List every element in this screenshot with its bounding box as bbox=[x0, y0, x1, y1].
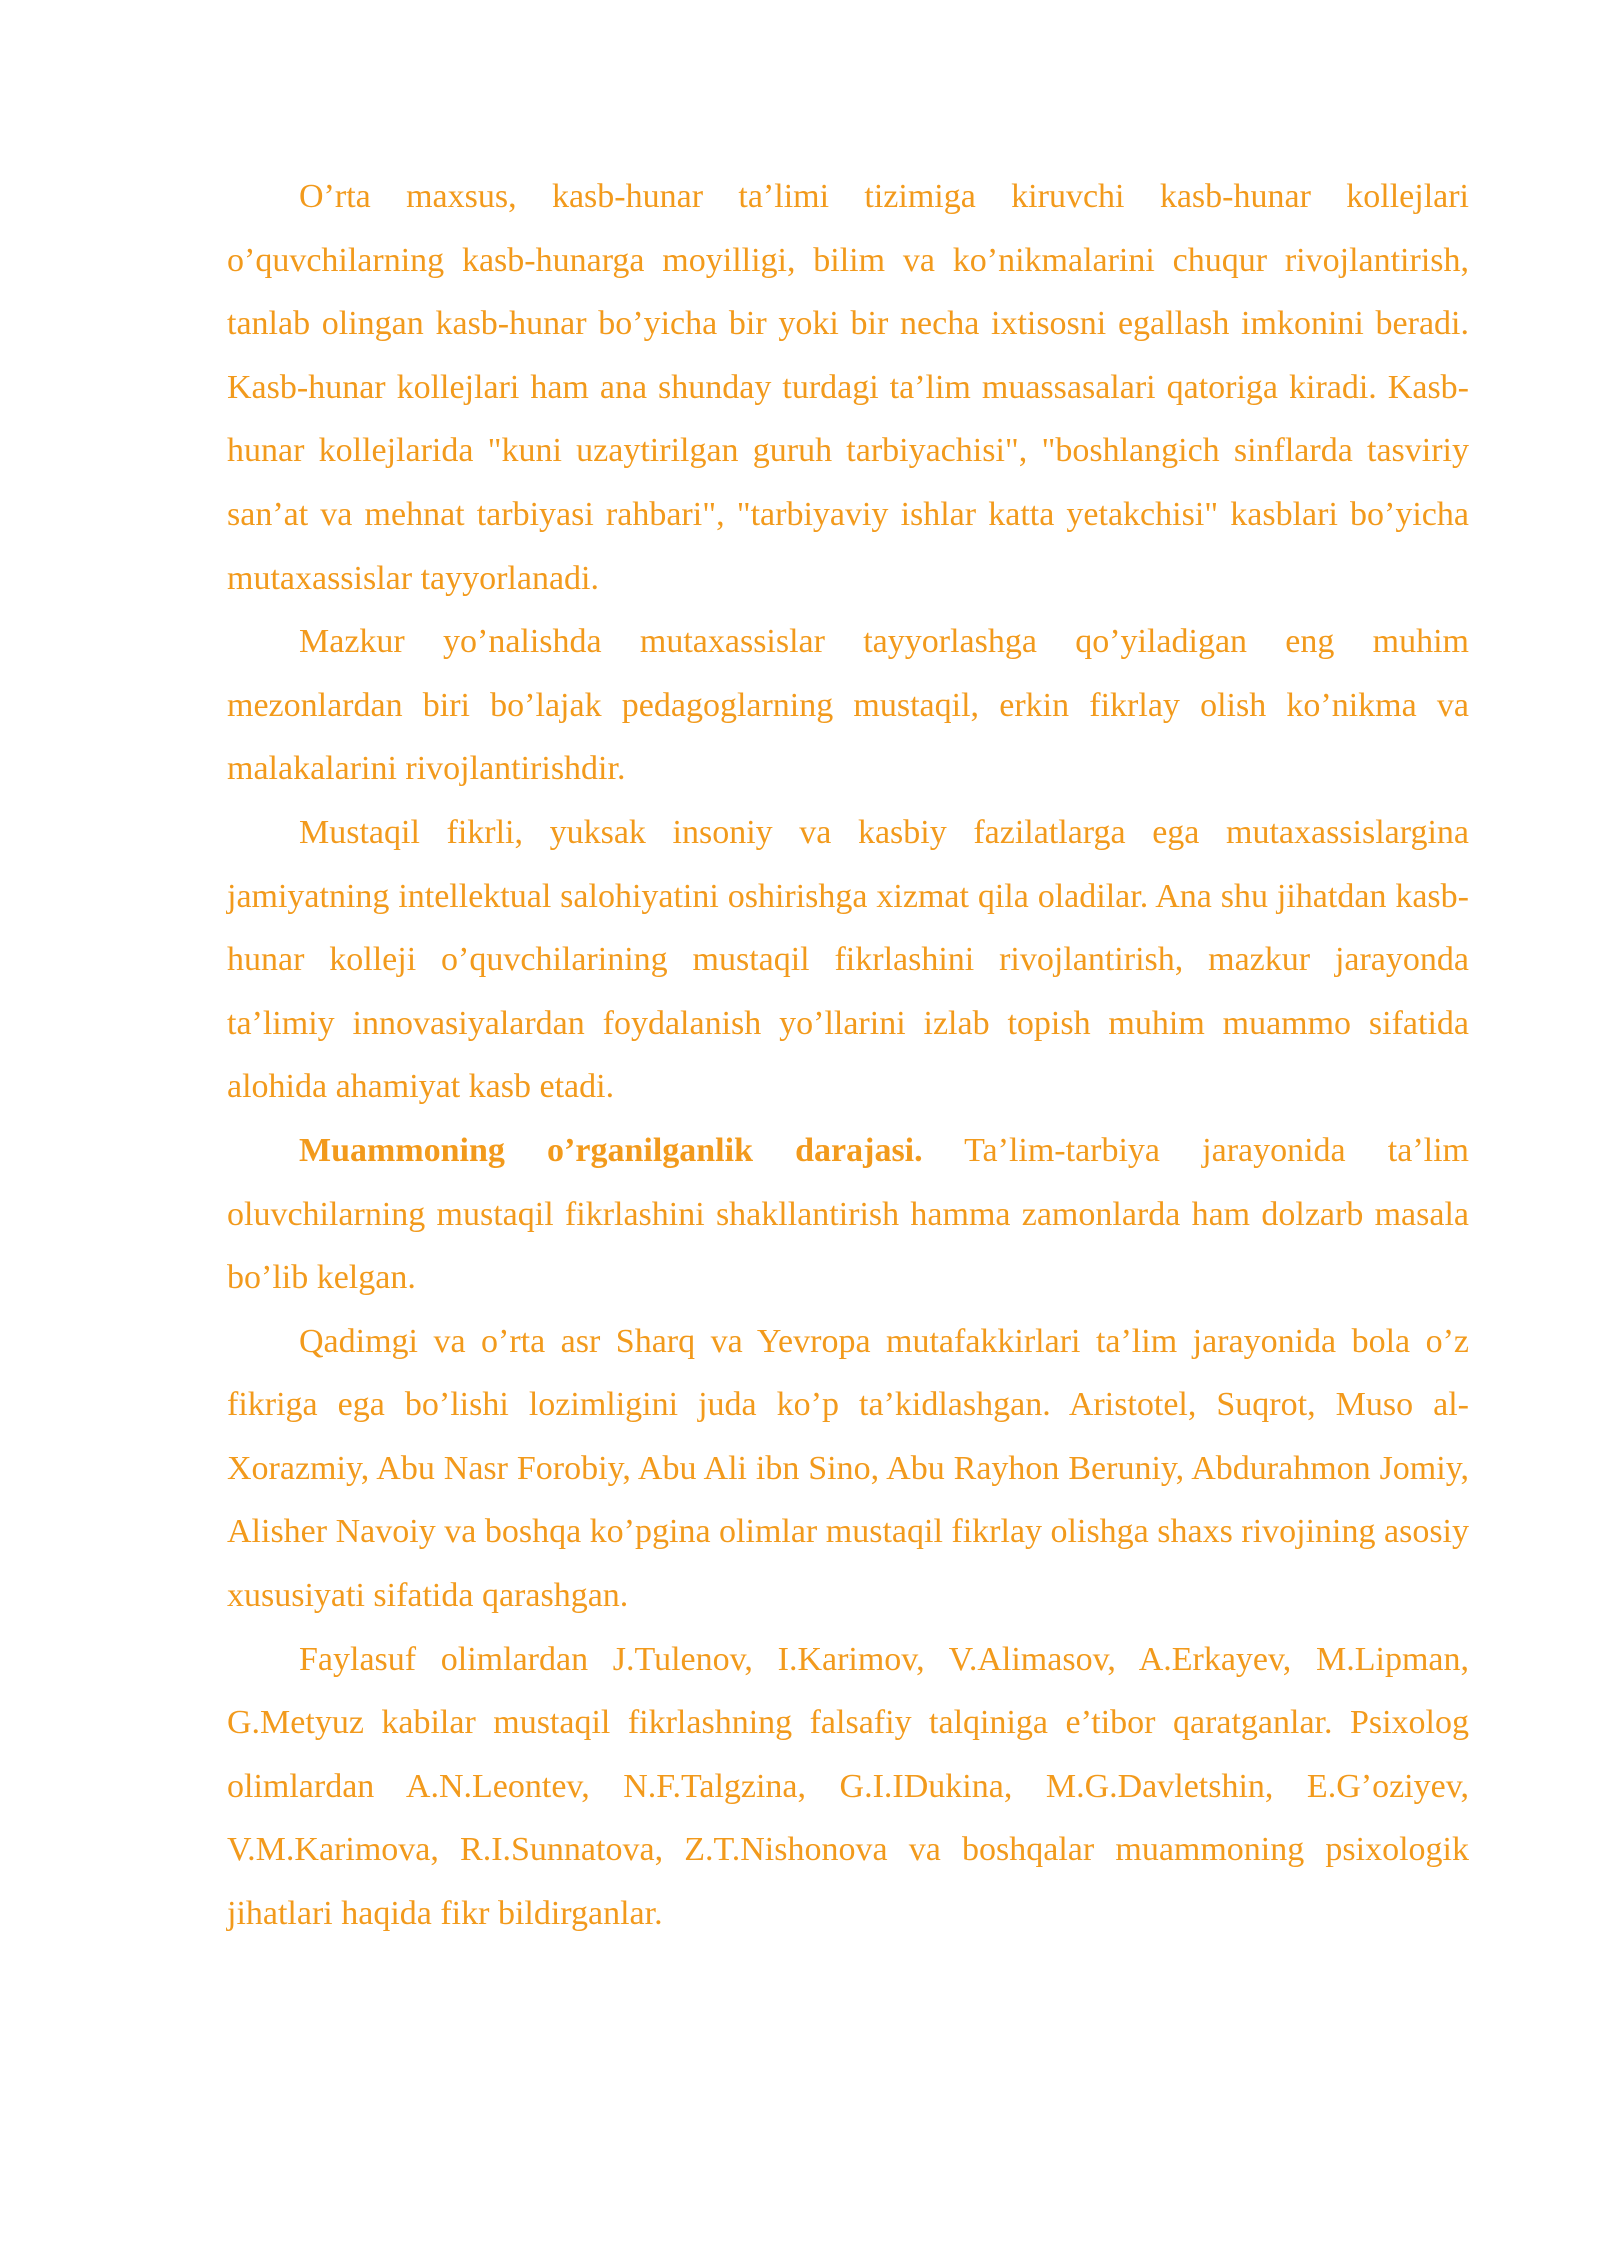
paragraph-3 bbox=[227, 801, 1469, 1119]
paragraph-2-text: Mazkur yo’nalishda mutaxassislar tayyorlashga qo’yiladigan eng muhim mezonlardan biri bo’lajak pedagoglarning mustaqil, erkin fikrlay olish ko’nikma va malakalarini rivojlantirishdir. bbox=[227, 623, 1469, 788]
paragraph-4-text: Ta’lim-tarbiya jarayonida ta’lim oluvchilarning mustaqil fikrlashini shakllantirish hamma zamonlarda ham dolzarb masala bo’lib kelgan. bbox=[227, 1131, 1469, 1297]
paragraph-5-text: Qadimgi va o’rta asr Sharq va Yevropa mutafakkirlari ta’lim jarayonida bola o’z fikriga ega bo’lishi lozimligini juda ko’p ta’kidlashgan. Aristotel, Suqrot, Muso al-Xorazmiy, Abu Nasr Forobiy, Abu Ali ibn Sino, Abu Rayhon Beruniy, Abdurahmon Jomiy, Alisher Navoiy va boshqa ko’pgina olimlar mustaqil fikrlay olishga shaxs rivojining asosiy xususiyati sifatida qarashgan. bbox=[227, 1322, 1469, 1615]
paragraph-3-text: Mustaqil fikrli, yuksak insoniy va kasbiy fazilatlarga ega mutaxassislargina jamiyatning intellektual salohiyatini oshirishga xizmat qila oladilar. Ana shu jihatdan kasb-hunar kolleji o’quvchilarining mustaqil fikrlashini rivojlantirish, mazkur jarayonda ta’limiy innovasiyalardan foydalanish yo’llarini izlab topish muhim muammo sifatida alohida ahamiyat kasb etadi. bbox=[227, 813, 1469, 1106]
section-heading: Muammoning o’rganilganlik darajasi. bbox=[299, 1131, 923, 1169]
document-page bbox=[227, 165, 1469, 1946]
paragraph-1 bbox=[227, 165, 1469, 610]
paragraph-6-text: Faylasuf olimlardan J.Tulenov, I.Karimov, V.Alimasov, A.Erkayev, M.Lipman, G.Metyuz kabilar mustaqil fikrlashning falsafiy talqiniga e’tibor qaratganlar. Psixolog olimlardan A.N.Leontev, N.F.Talgzina, G.I.IDukina, M.G.Davletshin, E.G’oziyev, V.M.Karimova, R.I.Sunnatova, Z.T.Nishonova va boshqalar muammoning psixologik jihatlari haqida fikr bildirganlar. bbox=[227, 1640, 1469, 1933]
paragraph-4 bbox=[227, 1119, 1469, 1310]
paragraph-5 bbox=[227, 1310, 1469, 1628]
paragraph-1-text: O’rta maxsus, kasb-hunar ta’limi tizimiga kiruvchi kasb-hunar kollejlari o’quvchilarning kasb-hunarga moyilligi, bilim va ko’nikmalarini chuqur rivojlantirish, tanlab olingan kasb-hunar bo’yicha bir yoki bir necha ixtisosni egallash imkonini beradi. Kasb-hunar kollejlari ham ana shunday turdagi ta’lim muassasalari qatoriga kiradi. Kasb-hunar kollejlarida "kuni uzaytirilgan guruh tarbiyachisi", "boshlangich sinflarda tasviriy san’at va mehnat tarbiyasi rahbari", "tarbiyaviy ishlar katta yetakchisi" kasblari bo’yicha mutaxassislar tayyorlanadi. bbox=[227, 178, 1469, 597]
paragraph-2 bbox=[227, 610, 1469, 801]
paragraph-6 bbox=[227, 1628, 1469, 1946]
